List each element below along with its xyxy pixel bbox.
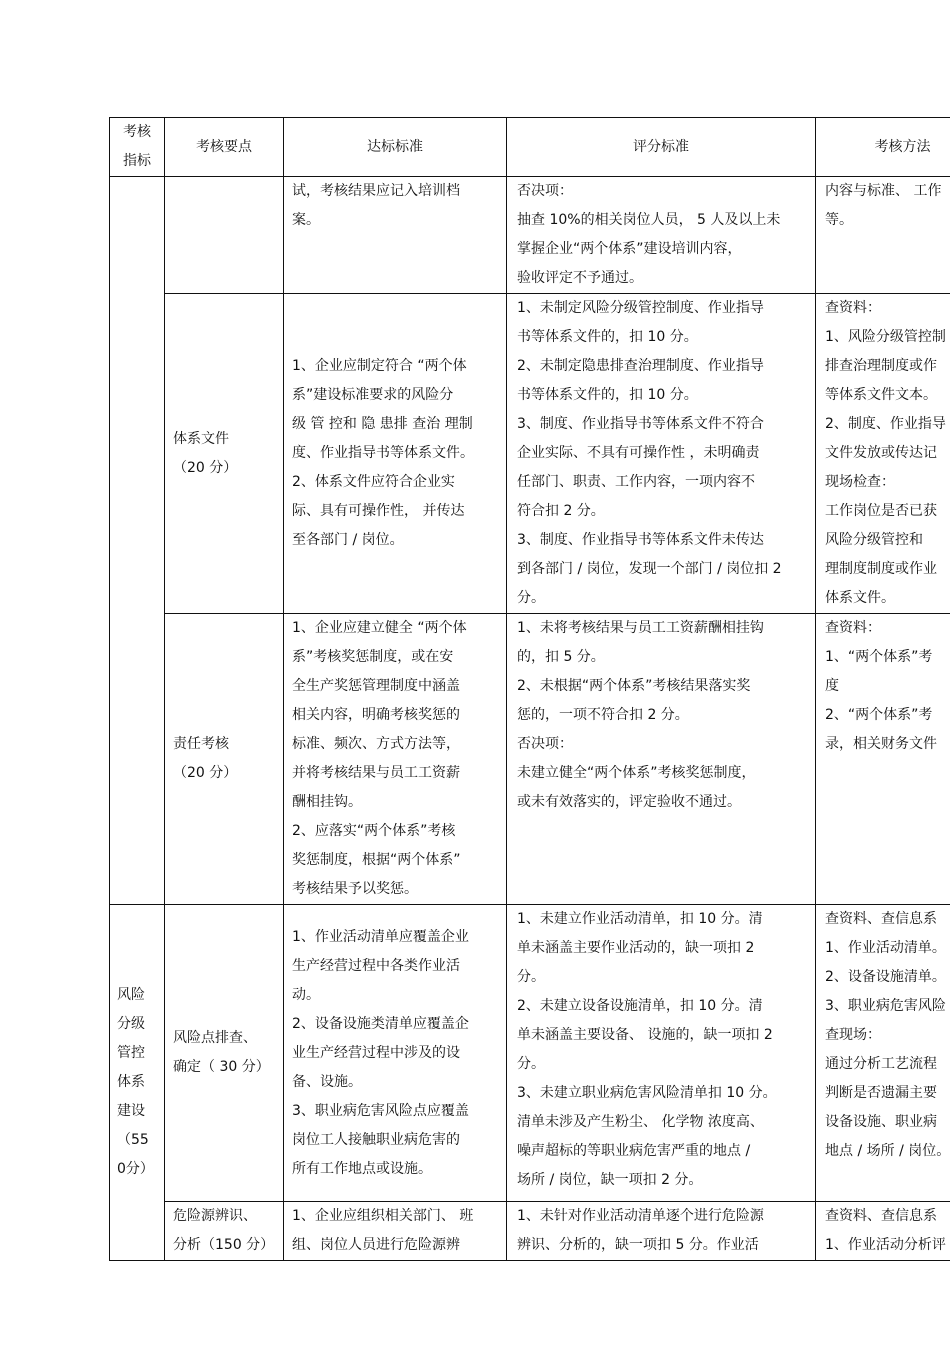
standard-cell: 试，考核结果应记入培训档 案。 [284, 177, 507, 294]
table-row [110, 294, 950, 614]
scoring-cell: 1、未制定风险分级管控制度、作业指导 书等体系文件的，扣 10 分。 2、未制定隐患排查治理制度、作业指导 书等体系文件的，扣 10 分。 3、制度、作业指导书等体系文件不符合 企业实际、不具有可操作性 ，未明确责 任部门、职责、工作内容，一项内容不 符合扣 2 分。 3、制度、作业指导书等体系文件未传达 到各部门 / 岗位，发现一个部门 / 岗位扣 2 分。 [507, 294, 816, 614]
header-compliance-standard: 达标标准 [284, 118, 507, 177]
method-cell: 内容与标准、 工作 等。 [816, 177, 950, 294]
table-header-row [110, 118, 950, 177]
assessment-point-cell [165, 177, 284, 294]
method-cell: 查资料： 1、“两个体系”考 度 2、“两个体系”考 录，相关财务文件 [816, 614, 950, 905]
table-row [110, 614, 950, 905]
header-assessment-method: 考核方法 [816, 118, 950, 177]
indicator-cell-empty [110, 177, 165, 905]
scoring-cell: 否决项： 抽查 10%的相关岗位人员， 5 人及以上未 掌握企业“两个体系”建设培训内容， 验收评定不予通过。 [507, 177, 816, 294]
scoring-cell: 1、未针对作业活动清单逐个进行危险源 辨识、分析的，缺一项扣 5 分。作业活 [507, 1202, 816, 1261]
header-assessment-point: 考核要点 [165, 118, 284, 177]
standard-cell: 1、企业应建立健全 “两个体 系”考核奖惩制度，或在安 全生产奖惩管理制度中涵盖 相关内容，明确考核奖惩的 标准、频次、方式方法等， 并将考核结果与员工工资薪 酬相挂钩。 2、应落实“两个体系”考核 奖惩制度，根据“两个体系” 考核结果予以奖惩。 [284, 614, 507, 905]
assessment-point-cell: 责任考核 （20 分） [165, 614, 284, 905]
method-cell: 查资料： 1、风险分级管控制 排查治理制度或作 等体系文件文本。 2、制度、作业指导 文件发放或传达记 现场检查： 工作岗位是否已获 风险分级管控和 理制度制度或作业 体系文件。 [816, 294, 950, 614]
method-cell: 查资料、查信息系 1、作业活动清单。 2、设备设施清单。 3、职业病危害风险 查现场： 通过分析工艺流程 判断是否遗漏主要 设备设施、职业病 地点 / 场所 / 岗位。 [816, 905, 950, 1202]
assessment-point-cell: 风险点排查、 确定（ 30 分） [165, 905, 284, 1202]
method-cell: 查资料、查信息系 1、作业活动分析评 [816, 1202, 950, 1261]
standard-cell: 1、企业应组织相关部门、 班 组、岗位人员进行危险源辨 [284, 1202, 507, 1261]
scoring-cell: 1、未建立作业活动清单，扣 10 分。清 单未涵盖主要作业活动的，缺一项扣 2 分。 2、未建立设备设施清单，扣 10 分。清 单未涵盖主要设备、 设施的，缺一项扣 2 分。 3、未建立职业病危害风险清单扣 10 分。 清单未涉及产生粉尘、 化学物 浓度高、 噪声超标的等职业病危害严重的地点 / 场所 / 岗位，缺一项扣 2 分。 [507, 905, 816, 1202]
assessment-point-cell: 危险源辨识、 分析（150 分） [165, 1202, 284, 1261]
assessment-point-cell: 体系文件 （20 分） [165, 294, 284, 614]
table-row [110, 1202, 950, 1261]
table-row [110, 177, 950, 294]
scoring-cell: 1、未将考核结果与员工工资薪酬相挂钩 的，扣 5 分。 2、未根据“两个体系”考核结果落实奖 惩的，一项不符合扣 2 分。 否决项： 未建立健全“两个体系”考核奖惩制度， 或未有效落实的，评定验收不通过。 [507, 614, 816, 905]
header-scoring-standard: 评分标准 [507, 118, 816, 177]
indicator-cell: 风险 分级 管控 体系 建设 （55 0分） [110, 905, 165, 1261]
assessment-table [109, 117, 950, 1261]
standard-cell: 1、企业应制定符合 “两个体 系”建设标准要求的风险分 级 管 控和 隐 患排 查治 理制 度、作业指导书等体系文件。 2、体系文件应符合企业实 际、具有可操作性， 并传达 至各部门 / 岗位。 [284, 294, 507, 614]
standard-cell: 1、作业活动清单应覆盖企业 生产经营过程中各类作业活 动。 2、设备设施类清单应覆盖企 业生产经营过程中涉及的设 备、设施。 3、职业病危害风险点应覆盖 岗位工人接触职业病危害的 所有工作地点或设施。 [284, 905, 507, 1202]
header-indicator: 考核 指标 [110, 118, 165, 177]
table-row [110, 905, 950, 1202]
